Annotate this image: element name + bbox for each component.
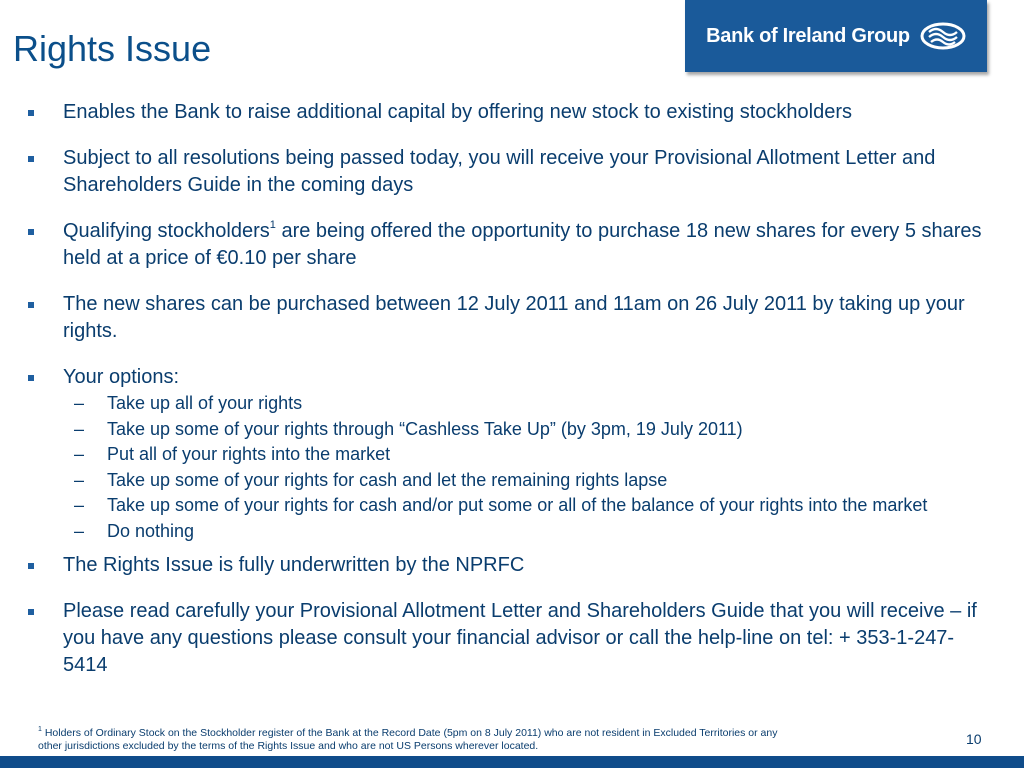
bullet-item (26, 218, 994, 272)
bullet-item (26, 291, 994, 345)
bullet-text: Qualifying stockholders (63, 220, 270, 242)
bullet-square-icon (28, 609, 34, 615)
slide-content (26, 99, 994, 698)
bullet-text: The Rights Issue is fully underwritten by the NPRFC (63, 554, 525, 576)
bullet-square-icon (28, 156, 34, 162)
option-item (63, 442, 994, 468)
dash-marker: – (74, 469, 85, 490)
bullet-text: Subject to all resolutions being passed today, you will receive your Provisional Allotment Letter and Shareholders Guide in the coming days (63, 147, 936, 196)
option-item (63, 493, 994, 519)
dash-marker: – (74, 495, 85, 515)
option-item (63, 417, 994, 443)
bullet-item (26, 145, 994, 199)
bullet-item (26, 99, 994, 126)
bank-of-ireland-logo-icon (920, 22, 966, 50)
option-item (63, 468, 994, 494)
footer-bar (0, 756, 1024, 768)
option-text: Put all of your rights into the market (107, 444, 391, 464)
bullet-text: Enables the Bank to raise additional capital by offering new stock to existing stockholders (63, 101, 852, 123)
bullet-text: The new shares can be purchased between 12 July 2011 and 11am on 26 July 2011 by taking up your rights. (63, 293, 965, 342)
option-text: Take up all of your rights (107, 393, 303, 413)
options-list (63, 391, 994, 544)
option-text: Take up some of your rights through “Cashless Take Up” (by 3pm, 19 July 2011) (107, 418, 743, 439)
dash-marker: – (74, 520, 85, 541)
dash-marker: – (74, 444, 85, 464)
page-title: Rights Issue (13, 28, 212, 69)
bullet-item (26, 552, 994, 579)
page-number: 10 (966, 731, 982, 747)
bullet-text: Please read carefully your Provisional Allotment Letter and Shareholders Guide that you will receive – if you have any questions please consult your financial advisor or call the help-line on tel: + 353-1-247-5414 (63, 600, 977, 676)
bullet-item (26, 598, 994, 679)
option-text: Do nothing (107, 520, 195, 541)
footnote-text: Holders of Ordinary Stock on the Stockholder register of the Bank at the Record Date (5pm on 8 July 2011) who are not resident in Excluded Territories or any other jurisdictions excluded by the terms of the Rights Issue and who are not US Persons wherever located. (38, 727, 778, 752)
bullet-square-icon (28, 110, 34, 116)
bullet-square-icon (28, 302, 34, 308)
footnote (38, 727, 798, 753)
bullet-text-continued: are being offered the opportunity to purchase 18 new shares for every 5 shares held at a price of €0.10 per share (63, 220, 982, 269)
option-item (63, 391, 994, 417)
bullet-item-options (26, 364, 994, 544)
logo-text: Bank of Ireland Group (706, 24, 910, 47)
bullet-square-icon (28, 375, 34, 381)
option-item (63, 519, 994, 545)
footnote-marker: 1 (269, 219, 276, 232)
option-text: Take up some of your rights for cash and let the remaining rights lapse (107, 469, 668, 490)
bullet-text: Your options: (63, 366, 180, 388)
option-text: Take up some of your rights for cash and/or put some or all of the balance of your rights into the market (107, 495, 928, 515)
dash-marker: – (74, 393, 85, 413)
dash-marker: – (74, 418, 85, 439)
brand-logo (685, 0, 987, 72)
footnote-number: 1 (38, 725, 42, 733)
bullet-square-icon (28, 563, 34, 569)
bullet-square-icon (28, 229, 34, 235)
